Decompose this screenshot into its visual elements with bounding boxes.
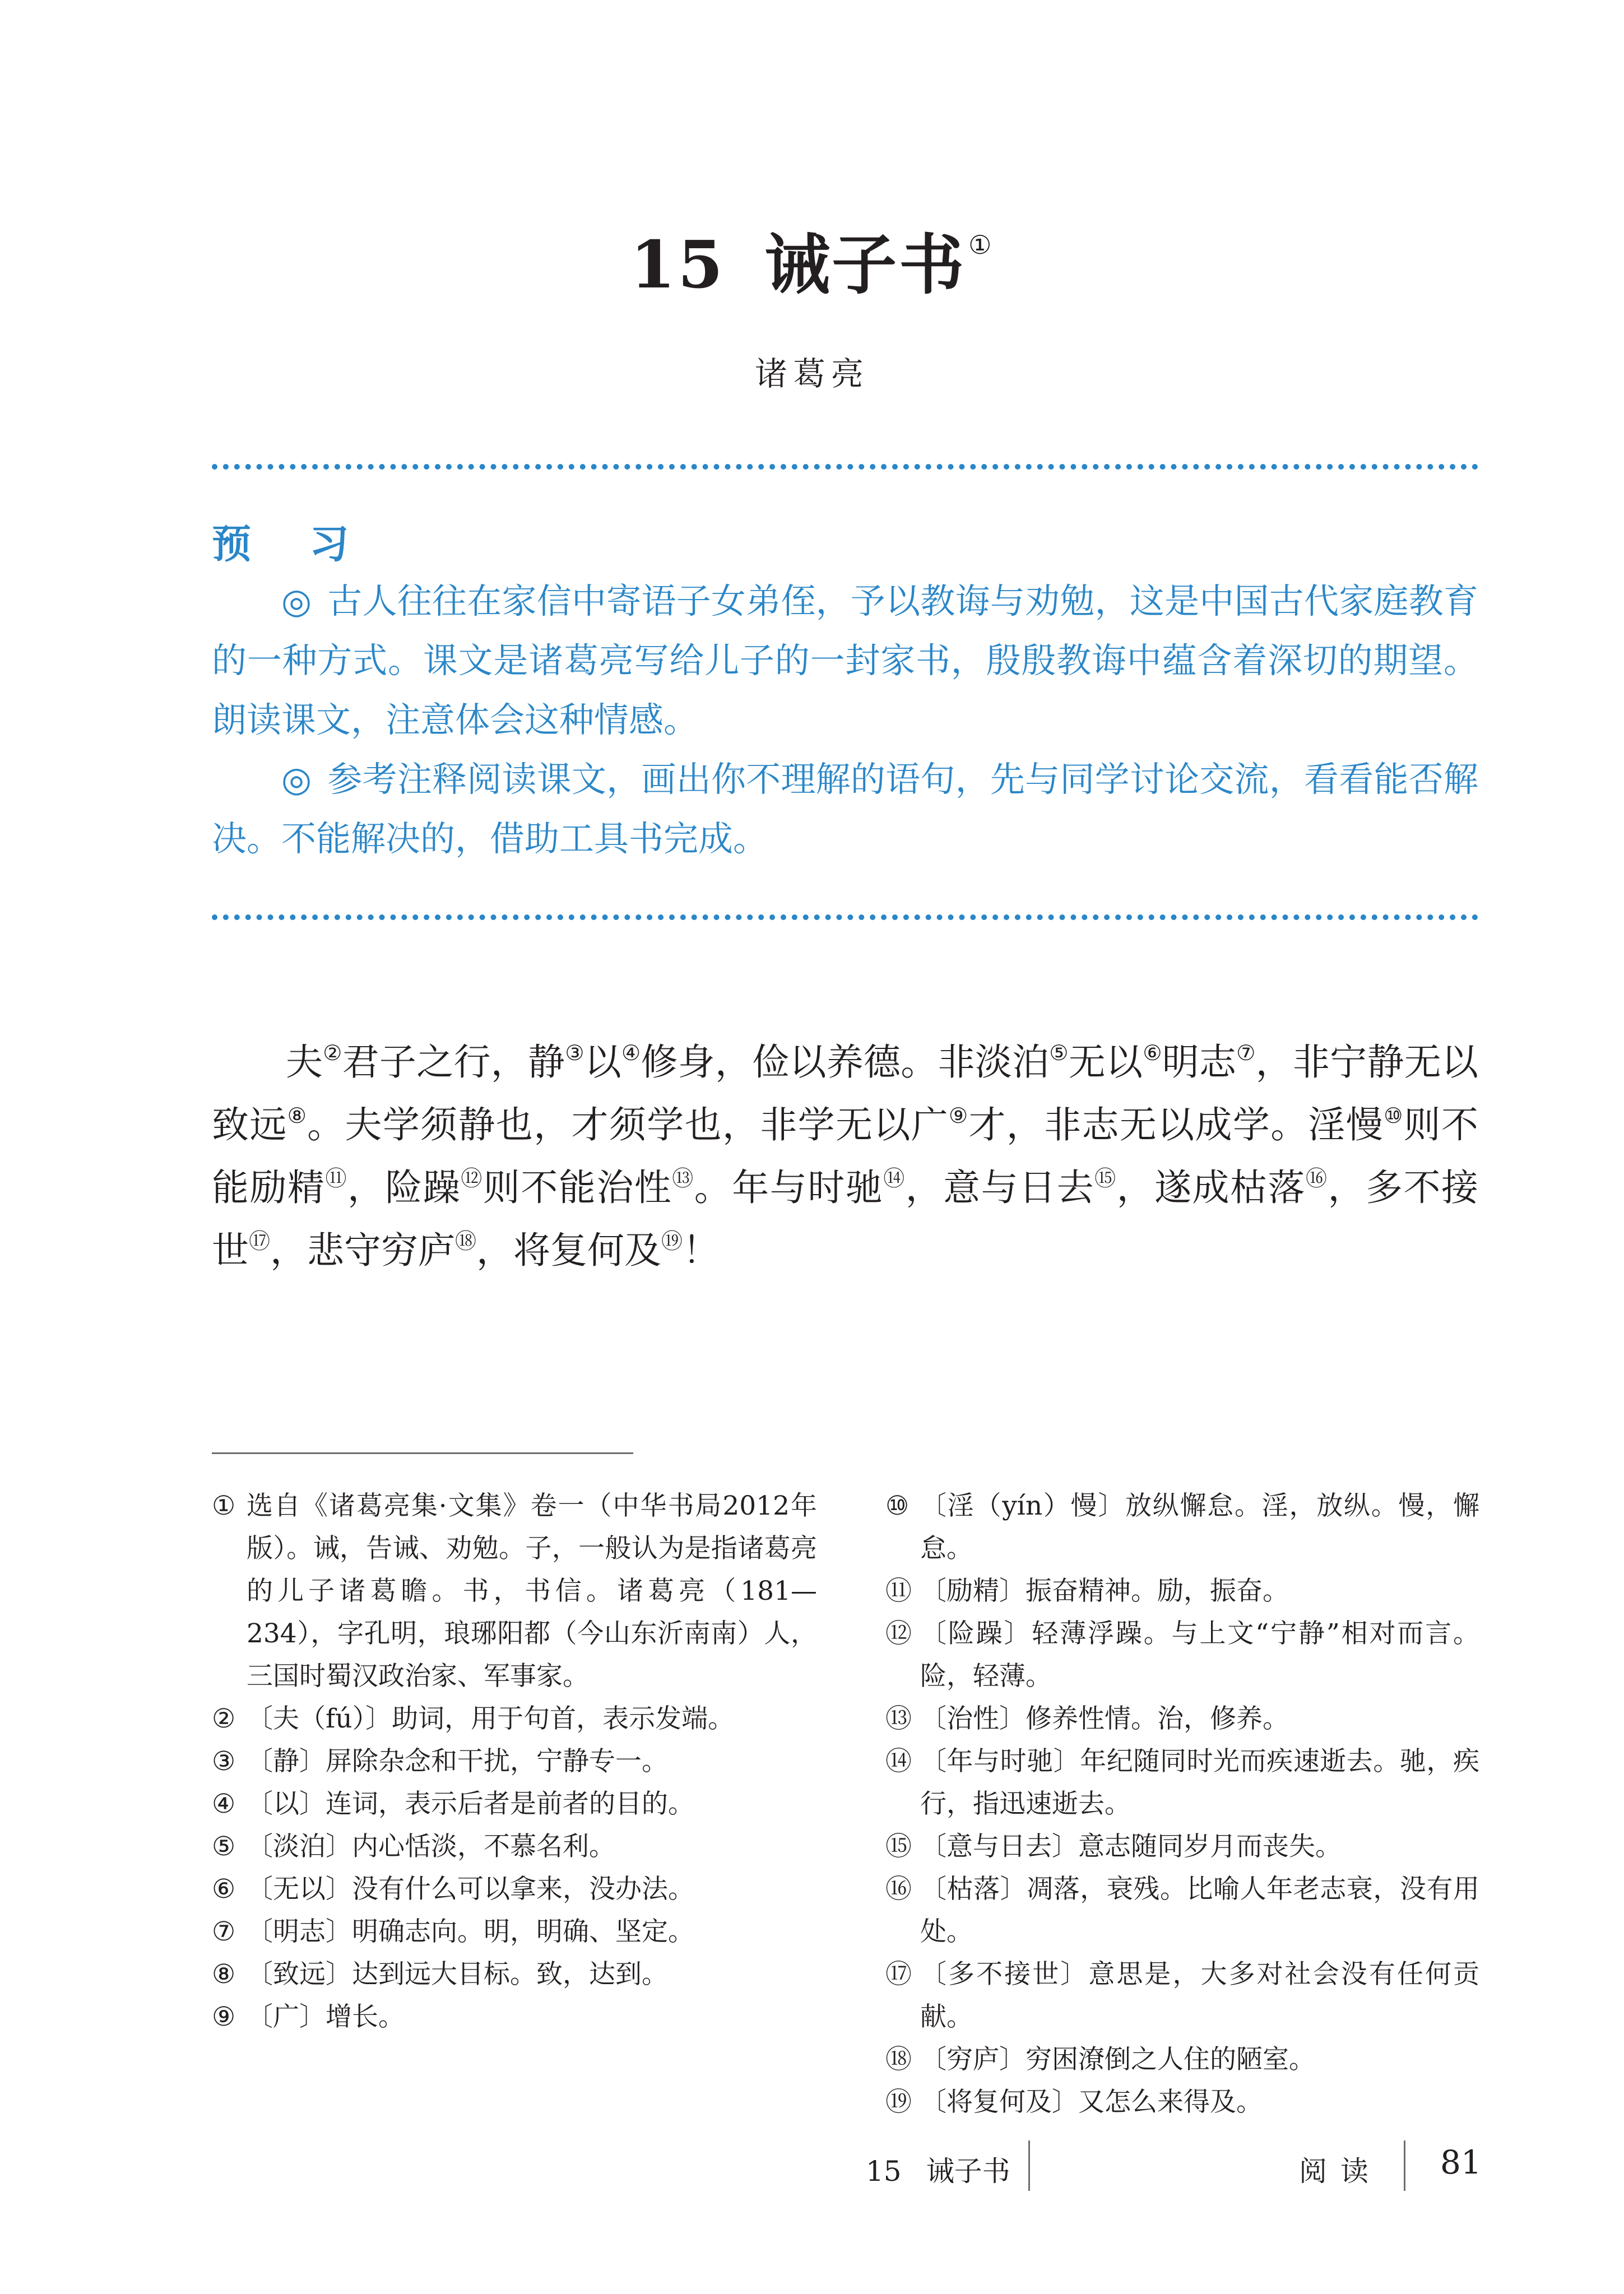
footnote-mark[interactable]: ③ — [565, 1041, 584, 1065]
footnote-text: 〔静〕屏除杂念和干扰，宁静专一。 — [247, 1746, 668, 1777]
preview-heading: 预 习 — [212, 521, 372, 567]
footnote-number: ⑬ — [885, 1703, 912, 1734]
footnote-mark[interactable]: ⑩ — [1384, 1103, 1404, 1128]
footnote-number: ⑥ — [212, 1874, 236, 1905]
footnote-mark[interactable]: ⑪ — [325, 1166, 347, 1191]
footnote-item — [885, 1953, 1479, 2038]
text-run: ！ — [683, 1229, 720, 1272]
footnote-text: 〔治性〕修养性情。治，修养。 — [920, 1703, 1289, 1734]
footnote-item — [885, 1826, 1479, 1868]
footnote-mark[interactable]: ⑯ — [1306, 1166, 1328, 1191]
main-text — [212, 1031, 1478, 1282]
footnote-number: ⑨ — [212, 2002, 236, 2032]
text-run: ，遂成枯落 — [1116, 1166, 1306, 1209]
footer-lesson — [866, 2149, 1010, 2189]
lesson-title-text: 诫子书 — [764, 227, 967, 303]
footer-lesson-title: 诫子书 — [926, 2155, 1010, 2188]
footnote-mark[interactable]: ⑮ — [1094, 1166, 1117, 1191]
preview-paragraph: ◎ 参考注释阅读课文，画出你不理解的语句，先与同学讨论交流，看看能否解决。不能解决的，借助工具书完成。 — [212, 759, 1478, 859]
footnote-number: ② — [212, 1703, 236, 1734]
preview-bottom-divider — [212, 914, 1478, 920]
footnote-mark[interactable]: ⑱ — [455, 1229, 477, 1253]
footnote-item — [885, 1485, 1479, 1570]
footnote-text: 选自《诸葛亮集·文集》卷一（中华书局2012年版）。诫，告诫、劝勉。子，一般认为是指诸葛亮的儿子诸葛瞻。书，书信。诸葛亮（181—234），字孔明，琅琊阳都（今山东沂南南）人，三国时蜀汉政治家、军事家。 — [247, 1490, 817, 1692]
footnote-mark[interactable]: ② — [323, 1041, 342, 1065]
footnote-mark[interactable]: ⑭ — [883, 1166, 906, 1191]
author-name: 诸葛亮 — [754, 355, 869, 393]
footer-divider — [1404, 2140, 1405, 2191]
text-run: 明志 — [1162, 1041, 1237, 1084]
footnote-number: ⑲ — [885, 2087, 912, 2117]
footnote-mark[interactable]: ⑰ — [249, 1229, 271, 1253]
footnote-number: ⑭ — [885, 1746, 912, 1777]
footnote-number: ⑫ — [885, 1618, 912, 1649]
footnote-item — [885, 1740, 1479, 1826]
footnote-number: ③ — [212, 1746, 236, 1777]
preview-top-divider — [212, 464, 1478, 470]
text-run: ，险躁 — [347, 1166, 461, 1209]
footnote-text: 〔夫（fú）〕助词，用于句首，表示发端。 — [247, 1703, 735, 1734]
lesson-title — [0, 213, 1624, 307]
text-run: 则不能励精 — [212, 1103, 1479, 1209]
footer-lesson-number: 15 — [866, 2155, 902, 2188]
footnote-number: ⑰ — [885, 1959, 912, 1990]
footnote-item — [885, 1868, 1479, 1953]
footnote-number: ① — [212, 1490, 236, 1521]
footnote-mark[interactable]: ⑥ — [1143, 1041, 1162, 1065]
footnote-number: ⑦ — [212, 1916, 236, 1947]
text-run: 夫 — [286, 1041, 323, 1084]
preview-paragraph: ◎ 古人往往在家信中寄语子女弟侄，予以教诲与劝勉，这是中国古代家庭教育的一种方式。课文是诸葛亮写给儿子的一封家书，殷殷教诲中蕴含着深切的期望。朗读课文，注意体会这种情感。 — [212, 581, 1478, 740]
footnote-item — [885, 2081, 1479, 2124]
footnote-number: ⑯ — [885, 1874, 912, 1905]
footnote-item — [885, 1570, 1479, 1613]
footnote-item — [885, 1613, 1479, 1698]
notes-left-column — [212, 1485, 817, 2038]
text-run: 则不能治性 — [482, 1166, 672, 1209]
footnote-mark[interactable]: ④ — [621, 1041, 641, 1065]
footnote-number: ⑱ — [885, 2044, 912, 2075]
footnote-number: ⑧ — [212, 1959, 236, 1990]
footnote-number: ④ — [212, 1789, 236, 1819]
footnote-mark[interactable]: ⑬ — [672, 1166, 694, 1191]
footnote-number: ⑮ — [885, 1831, 912, 1862]
page-number: 81 — [1440, 2143, 1482, 2181]
footnote-text: 〔将复何及〕又怎么来得及。 — [920, 2087, 1263, 2117]
footnote-item — [212, 1485, 817, 1698]
footnote-mark[interactable]: ⑤ — [1049, 1041, 1069, 1065]
text-run: ，多不接世 — [212, 1166, 1478, 1272]
footnote-item — [212, 1740, 817, 1783]
footnote-mark[interactable]: ⑲ — [661, 1229, 683, 1253]
text-run: 无以 — [1068, 1041, 1143, 1084]
footnote-item — [885, 1698, 1479, 1740]
footnote-text: 〔险躁〕轻薄浮躁。与上文“宁静”相对而言。险，轻薄。 — [920, 1618, 1479, 1692]
footer-divider — [1028, 2140, 1030, 2191]
footnote-text: 〔枯落〕凋落，衰残。比喻人年老志衰，没有用处。 — [920, 1874, 1479, 1947]
text-run: ，意与日去 — [905, 1166, 1095, 1209]
lesson-number: 15 — [630, 227, 726, 303]
footnote-text: 〔无以〕没有什么可以拿来，没办法。 — [247, 1874, 694, 1905]
footnote-text: 〔穷庐〕穷困潦倒之人住的陋室。 — [920, 2044, 1315, 2075]
text-run: 。年与时驰 — [694, 1166, 884, 1209]
footnote-text: 〔致远〕达到远大目标。致，达到。 — [247, 1959, 668, 1990]
footnote-text: 〔广〕增长。 — [247, 2002, 405, 2032]
preview-body — [212, 572, 1478, 869]
bullet-icon: ◎ — [281, 581, 312, 621]
footnote-item — [212, 1911, 817, 1953]
text-run: ，悲守穷庐 — [270, 1229, 456, 1272]
footnote-item — [212, 1783, 817, 1826]
footnote-text: 〔意与日去〕意志随同岁月而丧失。 — [920, 1831, 1342, 1862]
notes-right-column — [885, 1485, 1479, 2124]
footnote-mark[interactable]: ⑧ — [287, 1103, 308, 1128]
text-run: ，非宁静无以致远 — [212, 1041, 1479, 1146]
footnote-text: 〔明志〕明确志向。明，明确、坚定。 — [247, 1916, 694, 1947]
footnote-text: 〔年与时驰〕年纪随同时光而疾速逝去。驰，疾行，指迅速逝去。 — [920, 1746, 1479, 1819]
footnote-mark[interactable]: ⑫ — [461, 1166, 483, 1191]
text-run: 君子之行，静 — [342, 1041, 565, 1084]
footnote-mark[interactable]: ⑦ — [1236, 1041, 1256, 1065]
footnote-item — [212, 1953, 817, 1996]
footnote-text: 〔励精〕振奋精神。励，振奋。 — [920, 1576, 1289, 1606]
footnote-number: ⑤ — [212, 1831, 236, 1862]
text-run: 以 — [584, 1041, 621, 1084]
footer-section: 阅读 — [1299, 2155, 1382, 2188]
footnote-number: ⑩ — [885, 1490, 910, 1521]
footnote-mark[interactable]: ⑨ — [949, 1103, 969, 1128]
footnote-item — [212, 1826, 817, 1868]
footnote-item — [885, 2038, 1479, 2081]
text-run: ，将复何及 — [476, 1229, 662, 1272]
footnote-text: 〔淡泊〕内心恬淡，不慕名利。 — [247, 1831, 615, 1862]
footnote-item — [212, 1868, 817, 1911]
footnote-text: 〔多不接世〕意思是，大多对社会没有任何贡献。 — [920, 1959, 1479, 2032]
footnote-text: 〔淫（yín）慢〕放纵懈怠。淫，放纵。慢，懈怠。 — [920, 1490, 1479, 1564]
footnote-rule — [212, 1452, 633, 1454]
footnote-item — [212, 1996, 817, 2038]
text-run: 。夫学须静也，才须学也，非学无以广 — [307, 1103, 949, 1146]
text-run: 修身，俭以养德。非淡泊 — [641, 1041, 1050, 1084]
footnote-text: 〔以〕连词，表示后者是前者的目的。 — [247, 1789, 694, 1819]
text-run: 才，非志无以成学。淫慢 — [968, 1103, 1384, 1146]
title-footnote-mark[interactable]: ① — [968, 230, 994, 260]
footnote-item — [212, 1698, 817, 1740]
footnote-number: ⑪ — [885, 1576, 912, 1606]
bullet-icon: ◎ — [281, 759, 312, 800]
